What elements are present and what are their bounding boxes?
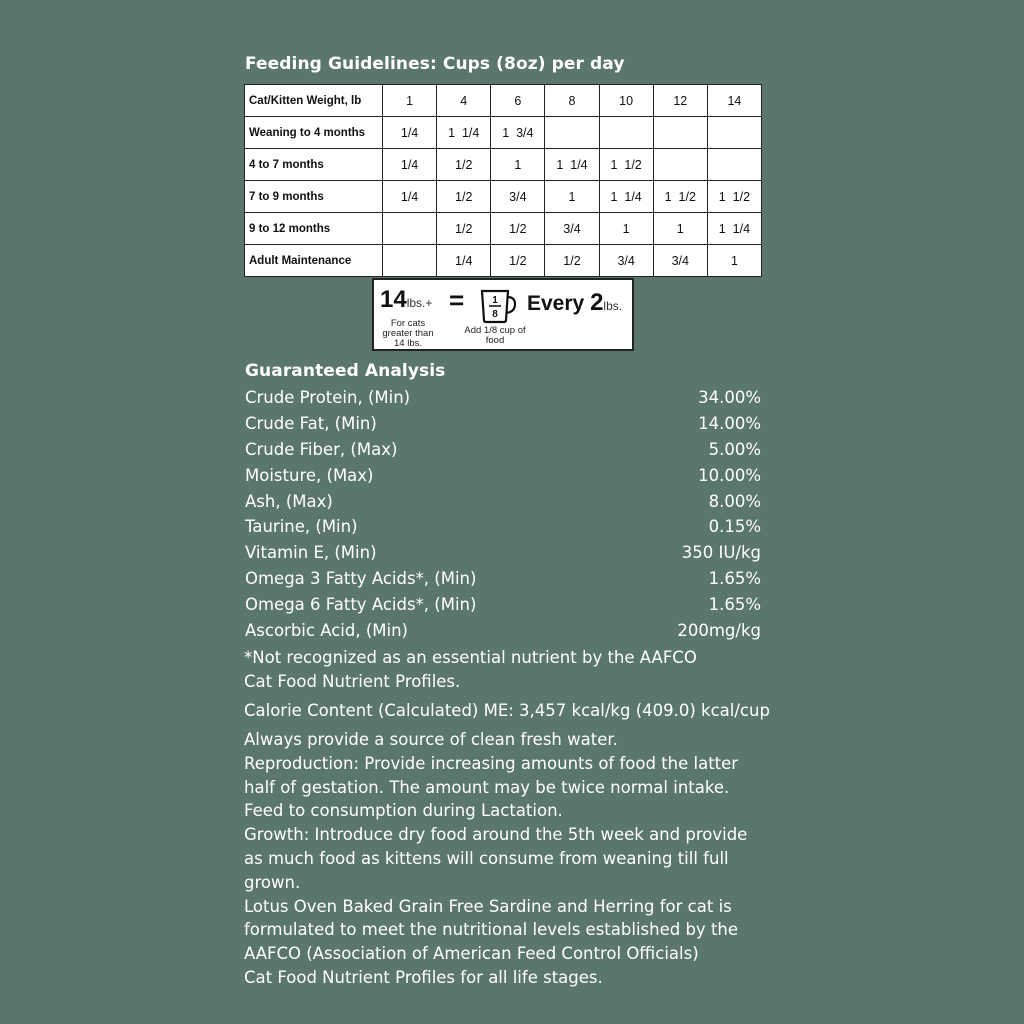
- table-cell: 3/4: [599, 245, 653, 277]
- table-cell: 1 1/4: [599, 181, 653, 213]
- table-row: [245, 149, 762, 181]
- analysis-row: [245, 592, 761, 618]
- row-label: 4 to 7 months: [245, 149, 383, 181]
- table-cell: 1 1/2: [653, 181, 707, 213]
- nutrient-name: Omega 3 Fatty Acids*, (Min): [245, 569, 477, 589]
- nutrient-value: 14.00%: [698, 413, 761, 433]
- nutrient-name: Taurine, (Min): [245, 517, 358, 537]
- direction-line: formulated to meet the nutritional levels established by the: [244, 920, 739, 940]
- direction-line: AAFCO (Association of American Feed Control Officials): [244, 944, 699, 964]
- table-cell: [653, 149, 707, 181]
- table-cell: 1: [599, 213, 653, 245]
- row-label: Weaning to 4 months: [245, 117, 383, 149]
- table-cell: 1/2: [491, 245, 545, 277]
- table-cell: 12: [653, 85, 707, 117]
- extra-weight-callout: [372, 278, 634, 351]
- table-cell: 1/4: [383, 181, 437, 213]
- nutrient-value: 350 IU/kg: [681, 543, 761, 563]
- table-cell: 1/2: [545, 245, 599, 277]
- nutrient-value: 8.00%: [708, 491, 761, 511]
- analysis-row: [245, 540, 761, 566]
- guaranteed-analysis-list: [245, 385, 761, 644]
- nutrient-name: Omega 6 Fatty Acids*, (Min): [245, 595, 477, 615]
- row-label: Adult Maintenance: [245, 245, 383, 277]
- table-cell: 1/2: [437, 149, 491, 181]
- direction-line: half of gestation. The amount may be twice normal intake.: [244, 777, 730, 797]
- analysis-row: [245, 514, 761, 540]
- cup-fraction-top: 1: [492, 295, 498, 306]
- analysis-row: [245, 411, 761, 437]
- nutrient-name: Crude Protein, (Min): [245, 388, 411, 407]
- table-cell: 8: [545, 85, 599, 117]
- analysis-row: [245, 489, 761, 515]
- table-cell: [707, 149, 761, 181]
- nutrient-value: 1.65%: [708, 595, 761, 615]
- nutrient-value: 200mg/kg: [677, 621, 761, 641]
- nutrient-value: 10.00%: [698, 465, 761, 485]
- nutrient-value: 5.00%: [708, 439, 761, 459]
- weight-threshold: 14lbs.+: [380, 286, 433, 313]
- direction-line: Lotus Oven Baked Grain Free Sardine and Herring for cat is: [244, 896, 732, 916]
- cup-fraction-bottom: 8: [492, 309, 498, 320]
- table-cell: 3/4: [545, 213, 599, 245]
- table-cell: [707, 117, 761, 149]
- table-cell: 1: [653, 213, 707, 245]
- table-cell: 3/4: [653, 245, 707, 277]
- direction-line: Reproduction: Provide increasing amounts of food the latter: [244, 753, 739, 773]
- table-cell: 6: [491, 85, 545, 117]
- direction-line: grown.: [244, 872, 301, 892]
- analysis-row: [245, 463, 761, 489]
- cup-note: Add 1/8 cup of food: [464, 325, 526, 346]
- direction-line: Feed to consumption during Lactation.: [244, 801, 563, 821]
- table-cell: [383, 245, 437, 277]
- table-cell: 1: [707, 245, 761, 277]
- table-cell: [599, 117, 653, 149]
- direction-line: as much food as kittens will consume from weaning till full: [244, 848, 729, 868]
- table-row: [245, 117, 762, 149]
- direction-line: Cat Food Nutrient Profiles for all life stages.: [244, 967, 603, 987]
- nutrient-name: Crude Fat, (Min): [245, 413, 377, 433]
- row-label: 7 to 9 months: [245, 181, 383, 213]
- nutrient-value: 34.00%: [698, 388, 761, 407]
- analysis-row: [245, 385, 761, 411]
- table-header-row: [245, 85, 762, 117]
- nutrient-name: Ascorbic Acid, (Min): [245, 621, 408, 641]
- table-cell: 1: [491, 149, 545, 181]
- feeding-guidelines-title: Feeding Guidelines: Cups (8oz) per day: [245, 54, 625, 74]
- table-cell: 1/4: [437, 245, 491, 277]
- table-cell: 1/2: [491, 213, 545, 245]
- table-cell: 1/2: [437, 181, 491, 213]
- analysis-row: [245, 566, 761, 592]
- weight-note: For cats greater than 14 lbs.: [382, 318, 434, 349]
- table-cell: [653, 117, 707, 149]
- footnote: *Not recognized as an essential nutrient by the AAFCO Cat Food Nutrient Profiles.: [244, 648, 697, 691]
- table-cell: 1 1/4: [437, 117, 491, 149]
- row-label: 9 to 12 months: [245, 213, 383, 245]
- direction-line: Growth: Introduce dry food around the 5th week and provide: [244, 825, 748, 845]
- table-cell: 1/2: [437, 213, 491, 245]
- direction-line: Always provide a source of clean fresh water.: [244, 730, 618, 749]
- feeding-directions: [244, 728, 774, 990]
- table-cell: 10: [599, 85, 653, 117]
- table-row: [245, 181, 762, 213]
- table-cell: [545, 117, 599, 149]
- row-label: Cat/Kitten Weight, lb: [245, 85, 383, 117]
- table-cell: [383, 213, 437, 245]
- table-cell: 3/4: [491, 181, 545, 213]
- every-interval: Every 2lbs.: [527, 289, 623, 316]
- table-row: [245, 245, 762, 277]
- table-cell: 1 1/2: [707, 181, 761, 213]
- nutrient-name: Vitamin E, (Min): [245, 543, 377, 563]
- table-cell: 1/4: [383, 149, 437, 181]
- table-cell: 14: [707, 85, 761, 117]
- table-cell: 1/4: [383, 117, 437, 149]
- nutrient-name: Moisture, (Max): [245, 465, 374, 485]
- table-cell: 1 3/4: [491, 117, 545, 149]
- table-cell: 1 1/4: [707, 213, 761, 245]
- nutrient-name: Ash, (Max): [245, 491, 333, 511]
- table-row: [245, 213, 762, 245]
- equals-sign: =: [449, 285, 465, 315]
- nutrient-value: 1.65%: [708, 569, 761, 589]
- nutrient-value: 0.15%: [708, 517, 761, 537]
- table-cell: 1 1/4: [545, 149, 599, 181]
- nutrient-name: Crude Fiber, (Max): [245, 439, 398, 459]
- analysis-row: [245, 618, 761, 644]
- calorie-content: Calorie Content (Calculated) ME: 3,457 kcal/kg (409.0) kcal/cup: [244, 701, 770, 720]
- table-cell: 4: [437, 85, 491, 117]
- table-cell: 1: [545, 181, 599, 213]
- table-cell: 1 1/2: [599, 149, 653, 181]
- guaranteed-analysis-title: Guaranteed Analysis: [245, 361, 446, 381]
- analysis-row: [245, 437, 761, 463]
- table-cell: 1: [383, 85, 437, 117]
- measuring-cup-icon: [478, 288, 518, 329]
- feeding-table: [244, 84, 762, 277]
